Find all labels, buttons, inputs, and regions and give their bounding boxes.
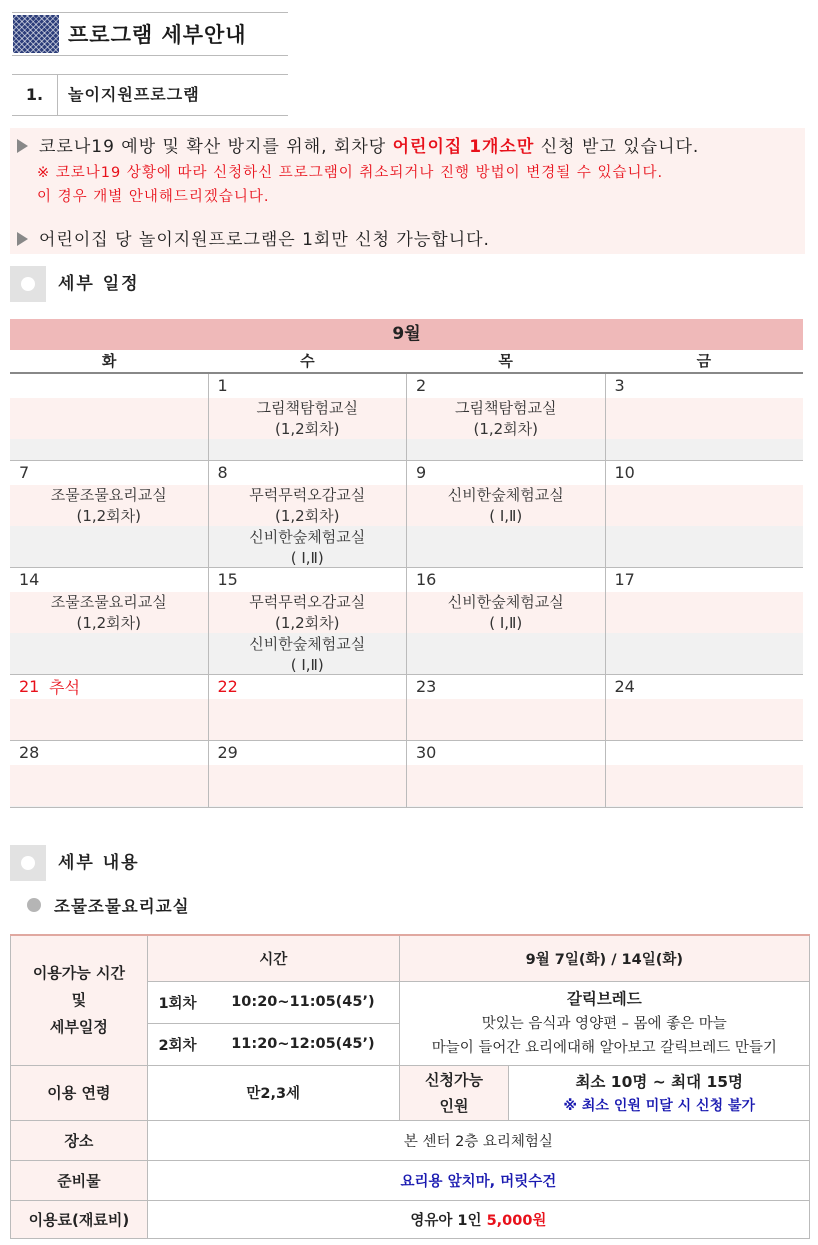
- label-line: 세부일정: [49, 1017, 108, 1036]
- calendar-event: 신비한숲체험교실: [447, 486, 564, 504]
- calendar-day-cell: [606, 568, 804, 674]
- section-header: [12, 74, 288, 116]
- weekday-label: 수: [300, 352, 315, 370]
- calendar-day-cell: [407, 568, 606, 674]
- calendar-event: 신비한숲체험교실: [447, 593, 564, 611]
- prep-value: 요리용 앞치마, 머릿수건: [147, 1160, 809, 1200]
- session2-time: 11:20~12:05(45’): [207, 1023, 399, 1065]
- fee-text: 영유아 1인: [410, 1212, 487, 1229]
- calendar-day-cell: [407, 374, 606, 460]
- usage-time-label: [11, 935, 148, 1065]
- capacity-cell: [509, 1065, 810, 1120]
- calendar-event: 신비한숲체험교실: [249, 635, 366, 653]
- session1-label: 1회차: [147, 981, 207, 1023]
- calendar-day-cell: [209, 675, 408, 740]
- calendar-day-cell: [209, 461, 408, 567]
- calendar-event: 조물조물요리교실: [50, 486, 167, 504]
- label-line: 신청가능: [425, 1070, 484, 1089]
- heading-marker: [10, 266, 46, 302]
- time-header: 시간: [147, 935, 399, 981]
- calendar-day-cell: [606, 374, 804, 460]
- menu-description: 마늘이 들어간 요리에대해 알아보고 갈릭브레드 만들기: [431, 1040, 777, 1056]
- capacity-value: 최소 10명 ~ 최대 15명: [575, 1072, 743, 1091]
- age-value: 만2,3세: [147, 1065, 399, 1120]
- calendar-date: 10: [614, 463, 635, 482]
- content-heading: [10, 845, 310, 881]
- holiday-label: 추석: [49, 678, 80, 697]
- calendar-date: 2: [416, 376, 427, 395]
- capacity-note: ※ 최소 인원 미달 시 신청 불가: [563, 1097, 756, 1114]
- fee-amount: 5,000원: [486, 1212, 547, 1229]
- section-title: 놀이지원프로그램: [68, 85, 200, 104]
- prep-label: 준비물: [11, 1160, 148, 1200]
- calendar-event: (1,2회차): [274, 507, 340, 525]
- calendar-date: 7: [19, 463, 30, 482]
- calendar-event: (1,2회차): [76, 614, 142, 632]
- schedule-heading-text: 세부 일정: [58, 274, 140, 294]
- notice-warning-1: ※ 코로나19 상황에 따라 신청하신 프로그램이 취소되거나 진행 방법이 변경될 수 있습니다.: [37, 165, 664, 181]
- heading-marker: [10, 845, 46, 881]
- calendar-event: (1,2회차): [76, 507, 142, 525]
- capacity-label: [399, 1065, 509, 1120]
- notice-text: 코로나19 예방 및 확산 방지를 위해, 회차당: [39, 137, 393, 157]
- calendar-date: 23: [416, 677, 437, 696]
- calendar-date: 9: [416, 463, 427, 482]
- place-value: 본 센터 2층 요리체험실: [147, 1120, 809, 1160]
- calendar-week-row: [10, 675, 803, 741]
- calendar-weekday-row: [10, 350, 803, 374]
- fee-label: 이용료(재료비): [11, 1200, 148, 1238]
- calendar-event: (1,2회차): [274, 614, 340, 632]
- pattern-icon: [13, 15, 59, 53]
- label-line: 인원: [439, 1096, 469, 1115]
- calendar-date: 1: [217, 376, 228, 395]
- calendar-week-row: [10, 461, 803, 568]
- place-label: 장소: [11, 1120, 148, 1160]
- notice-warning-2: 이 경우 개별 안내해드리겠습니다.: [37, 189, 270, 205]
- program-heading: [27, 893, 327, 917]
- calendar-day-cell: [407, 675, 606, 740]
- notice-highlight: 어린이집 1개소만: [392, 137, 535, 157]
- calendar-date: 14: [19, 570, 40, 589]
- calendar-day-cell: [407, 461, 606, 567]
- session2-label: 2회차: [147, 1023, 207, 1065]
- calendar-day-cell: [10, 374, 209, 460]
- calendar-event: 그림책탐험교실: [256, 399, 358, 417]
- circle-icon: [21, 277, 35, 291]
- calendar-date: 3: [614, 376, 625, 395]
- calendar-weeks: [10, 374, 803, 808]
- label-line: 및: [71, 990, 87, 1009]
- calendar-event: (1,2회차): [473, 420, 539, 438]
- calendar-date: 24: [614, 677, 635, 696]
- age-label: 이용 연령: [11, 1065, 148, 1120]
- page-title-bar: [12, 12, 288, 56]
- calendar-event: 무럭무럭오감교실: [249, 593, 366, 611]
- calendar-event: ( Ⅰ,Ⅱ): [489, 614, 523, 632]
- calendar-day-cell: [10, 741, 209, 807]
- menu-title: 갈릭브레드: [566, 990, 642, 1008]
- menu-description: 맛있는 음식과 영양편 – 몸에 좋은 마늘: [481, 1016, 727, 1032]
- program-name: 조물조물요리교실: [54, 897, 190, 916]
- calendar-date: 29: [217, 743, 238, 762]
- calendar-month: 9월: [10, 319, 803, 350]
- notice-line-1: [39, 132, 699, 157]
- content-heading-text: 세부 내용: [58, 853, 140, 873]
- calendar-event: ( Ⅰ,Ⅱ): [489, 507, 523, 525]
- calendar: [10, 319, 803, 808]
- calendar-day-cell: [606, 741, 804, 807]
- calendar-event: ( Ⅰ,Ⅱ): [290, 656, 324, 674]
- page-title: 프로그램 세부안내: [68, 23, 247, 47]
- calendar-date: 21: [19, 677, 40, 696]
- calendar-day-cell: [209, 568, 408, 674]
- triangle-bullet-icon: [17, 139, 28, 153]
- calendar-event: 그림책탐험교실: [455, 399, 557, 417]
- calendar-date: 8: [217, 463, 228, 482]
- date-header: 9월 7일(화) / 14일(화): [399, 935, 809, 981]
- calendar-week-row: [10, 568, 803, 675]
- program-detail-table: [10, 934, 810, 1239]
- session1-time: 10:20~11:05(45’): [207, 981, 399, 1023]
- notice-box: [10, 128, 805, 254]
- calendar-day-cell: [209, 374, 408, 460]
- calendar-day-cell: [606, 461, 804, 567]
- calendar-week-row: [10, 741, 803, 808]
- calendar-day-cell: [10, 461, 209, 567]
- weekday-label: 화: [101, 352, 117, 370]
- table-row: [11, 935, 810, 981]
- triangle-bullet-icon: [17, 232, 28, 246]
- calendar-day-cell: [10, 675, 209, 740]
- bullet-icon: [27, 898, 41, 912]
- calendar-day-cell: [10, 568, 209, 674]
- calendar-day-cell: [209, 741, 408, 807]
- schedule-heading: [10, 266, 310, 302]
- table-row: [11, 1200, 810, 1238]
- section-number: 1.: [12, 75, 58, 115]
- calendar-event: 무럭무럭오감교실: [249, 486, 366, 504]
- calendar-event: (1,2회차): [274, 420, 340, 438]
- calendar-date: 16: [416, 570, 437, 589]
- label-line: 이용가능 시간: [32, 963, 125, 982]
- calendar-event: ( Ⅰ,Ⅱ): [290, 549, 324, 567]
- calendar-date: 28: [19, 743, 40, 762]
- calendar-date: 30: [416, 743, 437, 762]
- menu-cell: [399, 981, 809, 1065]
- calendar-date: 17: [614, 570, 635, 589]
- circle-icon: [21, 856, 35, 870]
- calendar-day-cell: [407, 741, 606, 807]
- weekday-label: 목: [498, 352, 513, 370]
- calendar-event: 신비한숲체험교실: [249, 528, 366, 546]
- table-row: [11, 1120, 810, 1160]
- fee-cell: [147, 1200, 809, 1238]
- calendar-event: 조물조물요리교실: [50, 593, 167, 611]
- weekday-label: 금: [696, 352, 712, 370]
- table-row: [11, 1160, 810, 1200]
- calendar-day-cell: [606, 675, 804, 740]
- notice-line-2: 어린이집 당 놀이지원프로그램은 1회만 신청 가능합니다.: [39, 230, 490, 250]
- calendar-date: 22: [217, 677, 238, 696]
- calendar-date: 15: [217, 570, 238, 589]
- calendar-week-row: [10, 374, 803, 461]
- notice-text: 신청 받고 있습니다.: [534, 137, 700, 157]
- table-row: [11, 1065, 810, 1120]
